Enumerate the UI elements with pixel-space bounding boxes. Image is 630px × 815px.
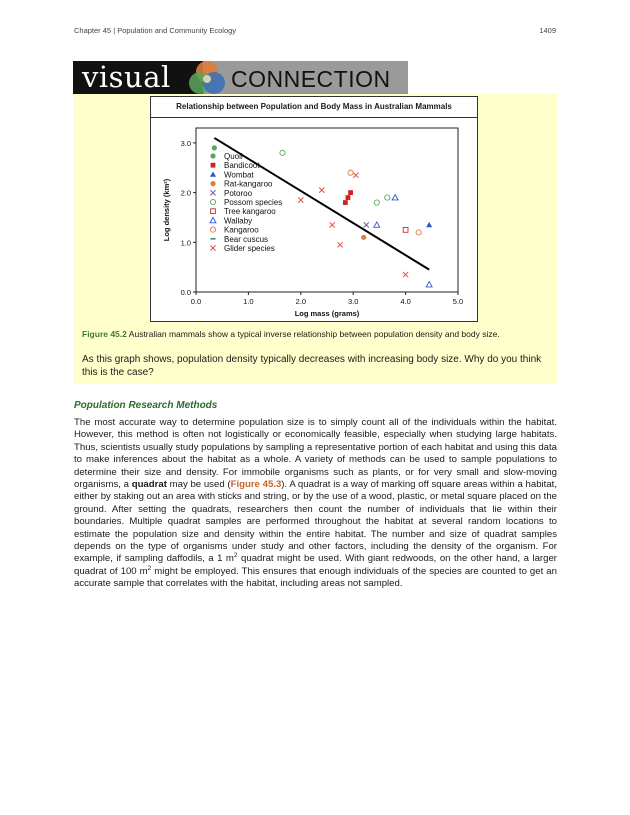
legend-marker-quoll-shape xyxy=(210,153,215,158)
page-number: 1409 xyxy=(539,26,556,35)
point-kangaroo-shape xyxy=(416,230,421,235)
point-wombat-shape xyxy=(426,222,432,227)
point-rat-kangaroo xyxy=(361,235,366,240)
point-wallaby xyxy=(374,222,380,227)
legend-label-rat-kangaroo: Rat-kangaroo xyxy=(224,179,273,189)
point-bandicoot-shape xyxy=(346,195,351,200)
body-text-part-5: might be employed. This ensures that enough individuals of the species are counted to get an accurate sample that correlates with the habitat, including areas not sampled. xyxy=(74,565,557,590)
legend-label-possom-species: Possom species xyxy=(224,198,283,207)
point-wallaby-shape xyxy=(426,282,432,287)
figure-question: As this graph shows, population density typically decreases with increasing body size. Why do you think this is the case? xyxy=(82,354,542,378)
figure-chart xyxy=(150,96,478,322)
y-tick-label: 3.0 xyxy=(180,138,191,148)
body-text-part-3: ). A quadrat is a way of marking off square areas within a habitat, either by staking out an area with sticks and string, or by the use of a wood, plastic, or metal square placed on the ground. After setting the quadrats, researchers then count the number of individuals that lie within their boundaries. Multiple quadrat samples are performed throughout the habitat at several random locations to estimate the population size and density within the entire habitat. The number and size of quadrat samples depends on the type of organisms under study and other factors, including the density of the organism. For example, if sampling daffodils, a 1 m xyxy=(74,479,558,565)
point-possom-species xyxy=(385,195,390,200)
y-tick-label: 0.0 xyxy=(180,288,191,297)
legend-label-wallaby: Wallaby xyxy=(224,216,253,226)
point-wallaby-shape xyxy=(374,222,380,227)
y-axis-label: Log density (km²) xyxy=(162,178,171,242)
point-wallaby xyxy=(392,195,398,200)
legend-marker-glider-species xyxy=(210,245,215,250)
point-bandicoot xyxy=(348,190,353,195)
legend-marker-bandicoot-shape xyxy=(211,163,216,168)
point-glider-species xyxy=(298,197,303,202)
chapter-title: Chapter 45 | Population and Community Ecology xyxy=(74,26,237,35)
point-possom-species-shape xyxy=(280,150,285,155)
legend-marker-wombat-shape xyxy=(210,171,216,176)
body-paragraph xyxy=(74,417,557,591)
point-potoroo xyxy=(364,222,369,227)
legend-marker-wombat xyxy=(210,171,216,176)
legend-marker-bandicoot xyxy=(211,163,216,168)
body-text-part-2: may be used ( xyxy=(166,479,231,491)
legend-marker-tree-kangaroo-shape xyxy=(211,209,216,214)
legend-marker-possom-species xyxy=(210,199,215,204)
point-possom-species-shape xyxy=(385,195,390,200)
x-tick-label: 5.0 xyxy=(452,297,464,306)
point-rat-kangaroo-shape xyxy=(361,235,366,240)
point-kangaroo xyxy=(416,230,421,235)
visual-connection-banner xyxy=(73,61,408,94)
figure-label: Figure 45.2 xyxy=(82,329,127,339)
x-tick-label: 3.0 xyxy=(347,297,359,306)
point-wallaby-shape xyxy=(392,195,398,200)
legend-marker-wallaby xyxy=(210,217,216,222)
legend-marker-possom-species-shape xyxy=(210,199,215,204)
chart-title: Relationship between Population and Body Mass in Australian Mammals xyxy=(151,97,477,118)
point-tree-kangaroo-shape xyxy=(403,227,408,232)
point-tree-kangaroo xyxy=(403,227,408,232)
point-glider-species xyxy=(330,222,335,227)
legend-label-tree-kangaroo: Tree kangaroo xyxy=(224,207,276,217)
legend-marker-potoroo xyxy=(210,190,215,195)
legend-marker-quoll xyxy=(210,153,215,158)
legend-label-bandicoot: Bandicoot xyxy=(224,161,260,171)
figure-caption xyxy=(82,329,552,340)
venn-logo-icon xyxy=(185,59,229,97)
legend-marker-tree-kangaroo xyxy=(211,209,216,214)
point-kangaroo-shape xyxy=(348,170,353,175)
superscript-2: 2 xyxy=(147,564,152,572)
x-tick-label: 2.0 xyxy=(295,297,307,306)
point-bandicoot-shape xyxy=(348,190,353,195)
point-glider-species xyxy=(319,188,324,193)
key-term-quadrat: quadrat xyxy=(131,479,167,491)
x-tick-label: 0.0 xyxy=(190,297,202,306)
point-possom-species xyxy=(280,150,285,155)
point-glider-species xyxy=(338,242,343,247)
banner-word-visual: visual xyxy=(82,60,171,94)
legend-label-quoll: Quoll xyxy=(224,152,243,161)
legend-label-potoroo: Potoroo xyxy=(224,188,253,198)
point-quoll xyxy=(212,145,217,150)
point-glider-species xyxy=(403,272,408,277)
legend-marker-rat-kangaroo xyxy=(210,181,215,186)
point-bandicoot xyxy=(343,200,348,205)
superscript-2: 2 xyxy=(233,552,238,560)
point-kangaroo xyxy=(348,170,353,175)
figure-caption-text: Australian mammals show a typical inverse relationship between population density and body size. xyxy=(128,329,500,339)
legend-marker-kangaroo xyxy=(210,227,215,232)
scatter-plot xyxy=(151,118,477,321)
point-quoll-shape xyxy=(212,145,217,150)
legend-marker-rat-kangaroo-shape xyxy=(210,181,215,186)
point-wombat xyxy=(426,222,432,227)
legend-marker-kangaroo-shape xyxy=(210,227,215,232)
body-text-part-4: quadrat might be used. With giant redwoods, on the other hand, a larger quadrat of 100 m xyxy=(74,553,557,577)
point-possom-species xyxy=(374,200,379,205)
x-tick-label: 4.0 xyxy=(400,297,411,306)
legend-label-wombat: Wombat xyxy=(224,170,254,180)
point-glider-species xyxy=(353,173,358,178)
legend-label-bear-cuscus: Bear cuscus xyxy=(224,234,269,244)
y-tick-label: 2.0 xyxy=(180,188,191,198)
legend-label-glider-species: Glider species xyxy=(224,244,275,253)
body-text-part-1: The most accurate way to determine population size is to simply count all of the individuals within the habitat. However, this method is often not logistically or economically feasible, especially when studying large habitats. Thus, scientists usually study populations by sampling a representative portion of each habitat and using this data to make inferences about the habitat as a whole. A variety of methods can be used to sample populations to determine their size and density. For immobile organisms such as plants, or for very small and slow-moving organisms, a xyxy=(74,417,557,491)
figure-45-3-link[interactable]: Figure 45.3 xyxy=(230,479,282,491)
point-bandicoot xyxy=(346,195,351,200)
legend-marker-wallaby-shape xyxy=(210,217,216,222)
legend-label-kangaroo: Kangaroo xyxy=(224,225,259,235)
x-tick-label: 1.0 xyxy=(243,297,254,306)
point-wallaby xyxy=(426,282,432,287)
y-tick-label: 1.0 xyxy=(180,238,191,248)
point-bandicoot-shape xyxy=(343,200,348,205)
point-possom-species-shape xyxy=(374,200,379,205)
x-axis-label: Log mass (grams) xyxy=(294,309,360,318)
banner-word-connection: CONNECTION xyxy=(231,66,391,92)
section-heading: Population Research Methods xyxy=(74,400,218,411)
